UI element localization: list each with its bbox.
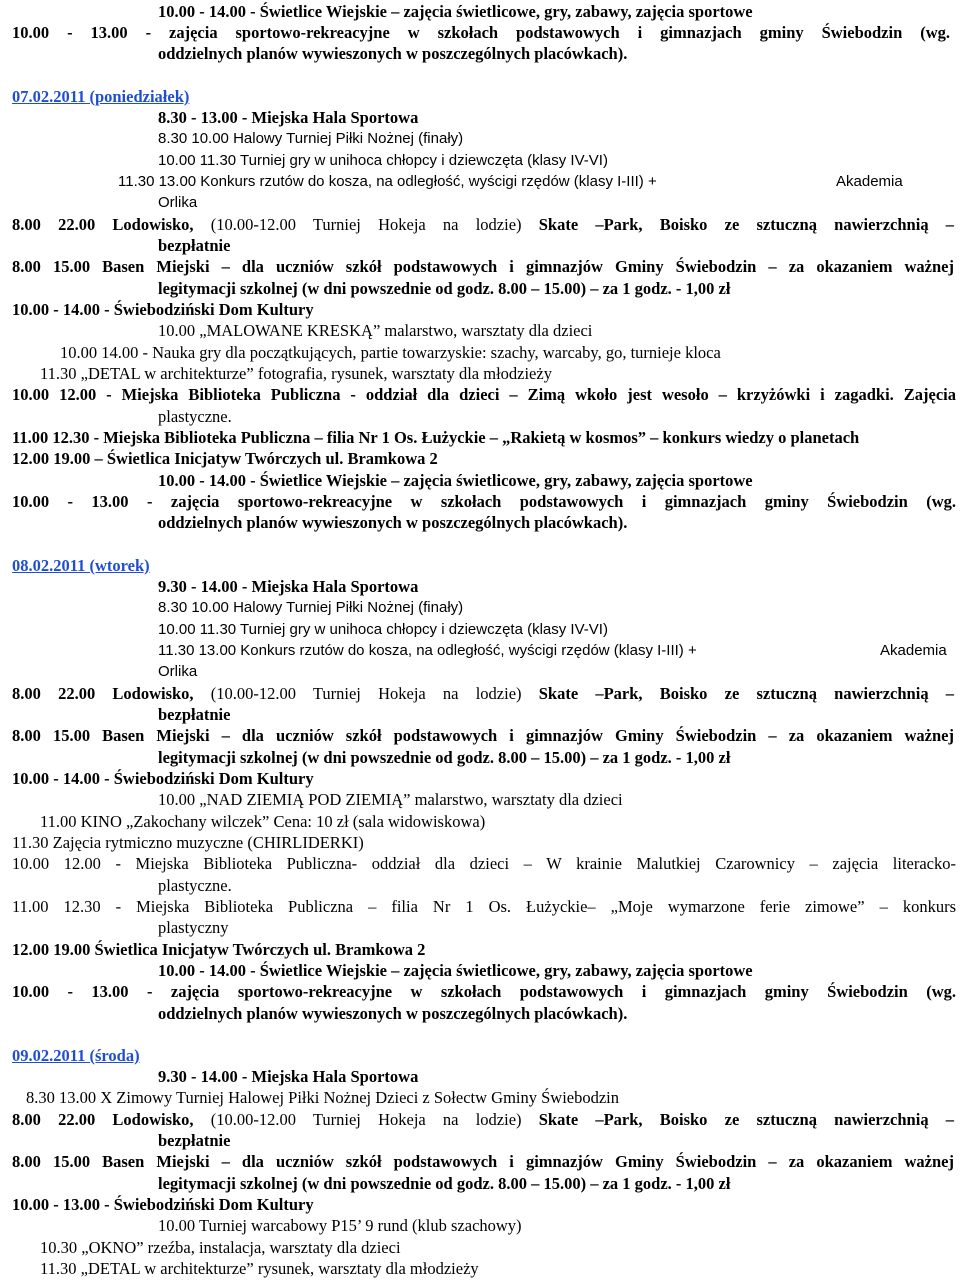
filia: 11.00 12.30 - Miejska Biblioteka Publiczna – filia Nr 1 Os. Łużyckie– „Moje wymarzone ferie zimowe” – konkurs: [12, 897, 956, 916]
biblioteka: 10.00 12.00 - Miejska Biblioteka Publiczna- oddział dla dzieci – W krainie Malutkiej Czarownicy – zajęcia literacko-: [12, 854, 956, 873]
hala-event-cont: Orlika: [158, 663, 198, 680]
dk-event: 11.00 KINO „Zakochany wilczek” Cena: 10 zł (sala widowiskowa): [40, 812, 486, 831]
swietlica-inicjatyw: 12.00 19.00 Świetlica Inicjatyw Twórczych ul. Bramkowa 2: [12, 940, 426, 959]
zajecia-sportowe-cont: oddzielnych planów wywieszonych w poszczególnych placówkach).: [158, 1004, 628, 1023]
swietlice-wiejskie: 10.00 - 14.00 - Świetlice Wiejskie – zajęcia świetlicowe, gry, zabawy, zajęcia sportowe: [158, 471, 753, 490]
hala-header: 8.30 - 13.00 - Miejska Hala Sportowa: [158, 108, 419, 127]
hala-event: 8.30 13.00 X Zimowy Turniej Halowej Piłki Nożnej Dzieci z Sołectw Gminy Świebodzin: [26, 1088, 620, 1107]
lodowisko-label: 8.00 22.00 Lodowisko,: [12, 1110, 194, 1129]
lodowisko-cont: bezpłatnie: [158, 705, 231, 724]
hala-event-right: Akademia: [880, 642, 947, 659]
lodowisko-extra: Skate –Park, Boisko ze sztuczną nawierzchnią –: [538, 684, 955, 703]
basen: 8.00 15.00 Basen Miejski – dla uczniów szkół podstawowych i gimnazjów Gminy Świebodzin – za okazaniem ważnej: [12, 726, 954, 745]
hala-event-right: Akademia: [836, 173, 903, 190]
hala-header: 9.30 - 14.00 - Miejska Hala Sportowa: [158, 577, 419, 596]
day-date: 09.02.2011 (środa): [12, 1046, 140, 1065]
dk-event: 10.00 „NAD ZIEMIĄ POD ZIEMIĄ” malarstwo, warsztaty dla dzieci: [158, 790, 623, 809]
hala-event-cont: Orlika: [158, 194, 198, 211]
basen-cont: legitymacji szkolnej (w dni powszednie od godz. 8.00 – 15.00) – za 1 godz. - 1,00 zł: [158, 1174, 731, 1193]
basen: 8.00 15.00 Basen Miejski – dla uczniów szkół podstawowych i gimnazjów Gminy Świebodzin – za okazaniem ważnej: [12, 257, 954, 276]
dom-kultury-header: 10.00 - 14.00 - Świebodziński Dom Kultury: [12, 300, 314, 319]
dk-event: 10.30 „OKNO” rzeźba, instalacja, warsztaty dla dzieci: [40, 1238, 401, 1257]
lodowisko-extra: Skate –Park, Boisko ze sztuczną nawierzchnią –: [538, 215, 955, 234]
dk-event: 11.30 Zajęcia rytmiczno muzyczne (CHIRLIDERKI): [12, 833, 364, 852]
day-date: 07.02.2011 (poniedziałek): [12, 87, 190, 106]
hala-event: 11.30 13.00 Konkurs rzutów do kosza, na odległość, wyścigi rzędów (klasy I-III) +: [118, 173, 657, 190]
lodowisko-label: 8.00 22.00 Lodowisko,: [12, 684, 194, 703]
intro-zajecia: 10.00 - 13.00 - zajęcia sportowo-rekreacyjne w szkołach podstawowych i gimnazjach gminy Świebodzin (wg.: [12, 23, 950, 42]
dk-event: 10.00 „MALOWANE KRESKĄ” malarstwo, warsztaty dla dzieci: [158, 321, 593, 340]
swietlice-wiejskie: 10.00 - 14.00 - Świetlice Wiejskie – zajęcia świetlicowe, gry, zabawy, zajęcia sportowe: [158, 961, 753, 980]
lodowisko-extra: Skate –Park, Boisko ze sztuczną nawierzchnią –: [538, 1110, 955, 1129]
dom-kultury-header: 10.00 - 13.00 - Świebodziński Dom Kultury: [12, 1195, 314, 1214]
dk-event: 10.00 14.00 - Nauka gry dla początkujących, partie towarzyskie: szachy, warcaby, go, turnieje kloca: [60, 343, 721, 362]
biblioteka: 10.00 12.00 - Miejska Biblioteka Publiczna - oddział dla dzieci – Zimą wkoło jest wesoło – krzyżówki i zagadki. Zajęcia: [12, 385, 956, 404]
filia-cont: plastyczny: [158, 918, 229, 937]
lodowisko-note: (10.00-12.00 Turniej Hokeja na lodzie): [210, 684, 522, 703]
lodowisko: [12, 214, 954, 235]
lodowisko-cont: bezpłatnie: [158, 236, 231, 255]
basen-cont: legitymacji szkolnej (w dni powszednie od godz. 8.00 – 15.00) – za 1 godz. - 1,00 zł: [158, 748, 731, 767]
zajecia-sportowe: 10.00 - 13.00 - zajęcia sportowo-rekreacyjne w szkołach podstawowych i gimnazjach gminy Świebodzin (wg.: [12, 492, 956, 511]
biblioteka-cont: plastyczne.: [158, 876, 232, 895]
dom-kultury-header: 10.00 - 14.00 - Świebodziński Dom Kultury: [12, 769, 314, 788]
intro-swietlice: 10.00 - 14.00 - Świetlice Wiejskie – zajęcia świetlicowe, gry, zabawy, zajęcia sportowe: [158, 2, 753, 21]
day-date: 08.02.2011 (wtorek): [12, 556, 150, 575]
hala-event: 8.30 10.00 Halowy Turniej Piłki Nożnej (finały): [158, 130, 464, 147]
lodowisko-label: 8.00 22.00 Lodowisko,: [12, 215, 194, 234]
lodowisko-note: (10.00-12.00 Turniej Hokeja na lodzie): [210, 215, 522, 234]
dk-event: 10.00 Turniej warcabowy P15’ 9 rund (klub szachowy): [158, 1216, 522, 1235]
zajecia-sportowe: 10.00 - 13.00 - zajęcia sportowo-rekreacyjne w szkołach podstawowych i gimnazjach gminy Świebodzin (wg.: [12, 982, 956, 1001]
hala-event: 10.00 11.30 Turniej gry w unihoca chłopcy i dziewczęta (klasy IV-VI): [158, 621, 608, 638]
hala-event: 11.30 13.00 Konkurs rzutów do kosza, na odległość, wyścigi rzędów (klasy I-III) +: [158, 642, 697, 659]
hala-event: 8.30 10.00 Halowy Turniej Piłki Nożnej (finały): [158, 599, 464, 616]
filia: 11.00 12.30 - Miejska Biblioteka Publiczna – filia Nr 1 Os. Łużyckie – „Rakietą w kosmos” – konkurs wiedzy o planetach: [12, 428, 860, 447]
basen-cont: legitymacji szkolnej (w dni powszednie od godz. 8.00 – 15.00) – za 1 godz. - 1,00 zł: [158, 279, 731, 298]
lodowisko-note: (10.00-12.00 Turniej Hokeja na lodzie): [210, 1110, 522, 1129]
lodowisko-cont: bezpłatnie: [158, 1131, 231, 1150]
hala-header: 9.30 - 14.00 - Miejska Hala Sportowa: [158, 1067, 419, 1086]
basen: 8.00 15.00 Basen Miejski – dla uczniów szkół podstawowych i gimnazjów Gminy Świebodzin – za okazaniem ważnej: [12, 1152, 954, 1171]
intro-zajecia-cont: oddzielnych planów wywieszonych w poszczególnych placówkach).: [158, 44, 628, 63]
dk-event: 11.30 „DETAL w architekturze” rysunek, warsztaty dla młodzieży: [40, 1259, 479, 1278]
biblioteka-cont: plastyczne.: [158, 407, 232, 426]
hala-event: 10.00 11.30 Turniej gry w unihoca chłopcy i dziewczęta (klasy IV-VI): [158, 152, 608, 169]
dk-event: 11.30 „DETAL w architekturze” fotografia, rysunek, warsztaty dla młodzieży: [40, 364, 552, 383]
swietlica-inicjatyw: 12.00 19.00 – Świetlica Inicjatyw Twórczych ul. Bramkowa 2: [12, 449, 438, 468]
lodowisko: [12, 683, 954, 704]
lodowisko: [12, 1109, 954, 1130]
zajecia-sportowe-cont: oddzielnych planów wywieszonych w poszczególnych placówkach).: [158, 513, 628, 532]
